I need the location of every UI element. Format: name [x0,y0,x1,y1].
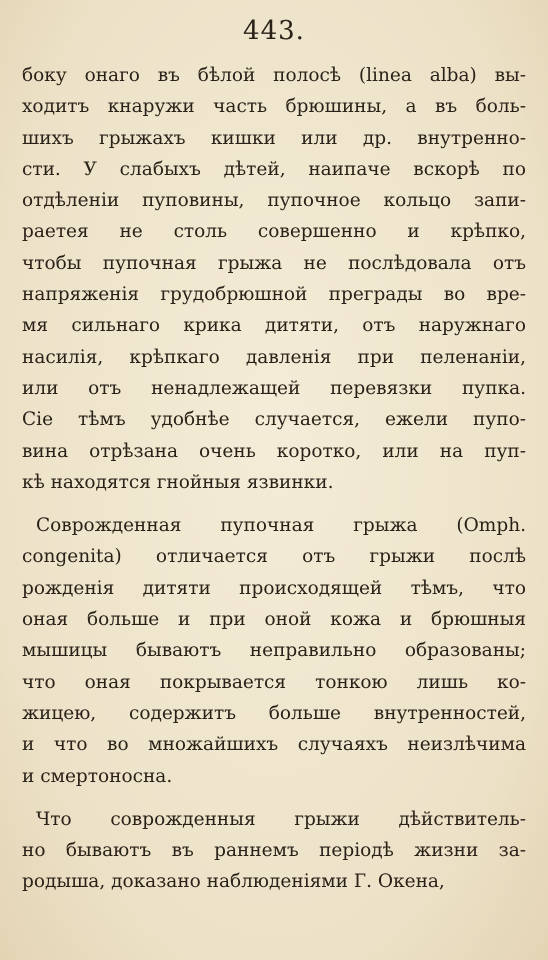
text-line: и смертоносна. [22,765,173,787]
text-line: Сіе тѣмъ удобнѣе случается, ежели пупо- [22,409,526,431]
text-line: боку онаго въ бѣлой полосѣ (linea alba) вы- [22,65,526,86]
paragraph [22,804,526,898]
text-line: рожденія дитяти происходящей тѣмъ, что [22,577,526,599]
page-number: 443. [243,16,305,46]
text-line: и что во множайшихъ случаяхъ неизлѣчима [22,734,526,756]
text-line: жицею, содержитъ больше внутренностей, [22,702,526,724]
text-line: или отъ ненадлежащей перевязки пупка. [22,377,526,399]
paragraph-gap [22,792,526,804]
text-line: мышицы бываютъ неправильно образованы; [22,640,526,662]
text-line: родыша, доказано наблюденіями Г. Окена, [22,871,445,893]
text-line: насилія, крѣпкаго давленія при пеленаніи, [22,346,526,368]
text-line: ходитъ кнаружи часть брюшины, а въ боль- [22,96,526,118]
text-line: вина отрѣзана очень коротко, или на пуп- [22,440,526,462]
text-line: кѣ находятся гнойныя язвинки. [22,471,334,493]
paragraph [22,510,526,792]
paragraph-gap [22,498,526,510]
text-line: раетея не столь совершенно и крѣпко, [22,221,526,243]
text-line: Соврожденная пупочная грыжа (Omph. [36,515,526,537]
text-line: напряженія грудобрюшной преграды во вре- [22,284,526,306]
text-line: чтобы пупочная грыжа не послѣдовала отъ [22,252,526,274]
text-line: что оная покрывается тонкою лишь ко- [22,671,526,693]
text-line: мя сильнаго крика дитяти, отъ наружнаго [22,315,526,337]
paragraph [22,60,526,498]
text-line: шихъ грыжахъ кишки или др. внутренно- [22,127,526,149]
text-line: отдѣленіи пуповины, пупочное кольцо запи- [22,190,526,212]
text-line: Что соврожденныя грыжи дѣйствитель- [36,808,526,830]
text-line: оная больше и при оной кожа и брюшныя [22,609,526,631]
text-line: congenita) отличается отъ грыжи послѣ [22,546,526,568]
text-line: сти. У слабыхъ дѣтей, наипаче вскорѣ по [22,158,526,180]
text-line: но бываютъ въ раннемъ періодѣ жизни за- [22,840,526,862]
body-text [22,60,526,898]
